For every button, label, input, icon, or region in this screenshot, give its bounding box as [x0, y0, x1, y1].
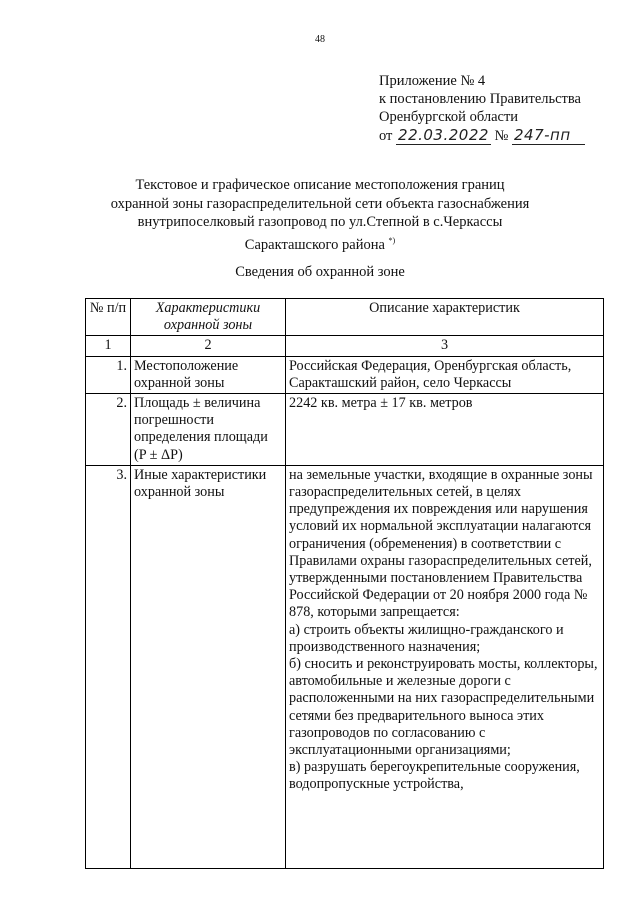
row-number: 1. — [86, 356, 131, 393]
document-title — [60, 176, 580, 254]
table-row — [86, 394, 604, 466]
row-description — [286, 465, 604, 868]
title-line3: внутрипоселковый газопровод по ул.Степной в с.Черкассы — [137, 214, 503, 230]
row-number: 2. — [86, 394, 131, 466]
row-number: 3. — [86, 465, 131, 868]
row-characteristic: Площадь ± величина погрешности определения площади (P ± ΔP) — [131, 394, 286, 466]
index-cell-3: 3 — [286, 336, 604, 356]
row-description: 2242 кв. метра ± 17 кв. метров — [286, 394, 604, 466]
appendix-line3: Оренбургской области — [379, 109, 519, 125]
appendix-line1: Приложение № 4 — [379, 73, 486, 89]
table-row — [86, 465, 604, 868]
appendix-line2: к постановлению Правительства — [379, 91, 581, 107]
appendix-header — [379, 72, 619, 145]
header-characteristics: Характеристики охранной зоны — [131, 299, 286, 336]
title-line4-wrap — [60, 232, 580, 254]
header-num: № п/п — [86, 299, 131, 336]
row-characteristic: Местоположение охранной зоны — [131, 356, 286, 393]
table-header-row — [86, 299, 604, 336]
from-label: от — [379, 128, 393, 144]
number-label: № — [494, 128, 509, 144]
restriction-item-c: в) разрушать берегоукрепительные сооружения, водопропускные устройства, — [289, 759, 580, 793]
footnote-mark: *) — [388, 235, 396, 245]
index-cell-2: 2 — [131, 336, 286, 356]
zone-info-table — [85, 298, 604, 869]
section-title: Сведения об охранной зоне — [235, 264, 405, 280]
table-index-row — [86, 336, 604, 356]
handwritten-date: 22.03.2022 — [398, 126, 489, 144]
appendix-date-line — [379, 126, 619, 145]
row-description: Российская Федерация, Оренбургская область, Саракташский район, село Черкассы — [286, 356, 604, 393]
restrictions-intro: на земельные участки, входящие в охранные зоны газораспределительных сетей, в целях предупреждения их повреждения или нарушения условий их нормальной эксплуатации налагаются ограничения (обременения) в соответствии с Правилами охраны газораспределительных сетей, утвержденными постановлением Правительства Российской Федерации от 20 ноября 2000 года № 878, которыми запрещается: — [289, 466, 593, 621]
header-description: Описание характеристик — [286, 299, 604, 336]
restriction-item-a: а) строить объекты жилищно-гражданского и производственного назначения; — [289, 621, 564, 655]
index-cell-1: 1 — [86, 336, 131, 356]
page-number: 48 — [315, 34, 325, 45]
title-line1: Текстовое и графическое описание местоположения границ — [135, 177, 505, 193]
restrictions-text — [289, 467, 600, 867]
row-characteristic: Иные характеристики охранной зоны — [131, 465, 286, 868]
table-row — [86, 356, 604, 393]
title-line2: охранной зоны газораспределительной сети объекта газоснабжения — [110, 195, 530, 212]
handwritten-number: 247-пп — [512, 126, 585, 145]
restriction-item-b: б) сносить и реконструировать мосты, коллекторы, автомобильные и железные дороги с расположенными на них газораспределительными сетями без предварительного выноса этих газопроводов по согласованию с эксплуатационными организациями; — [289, 656, 598, 759]
title-line4: Саракташского района — [244, 236, 385, 253]
